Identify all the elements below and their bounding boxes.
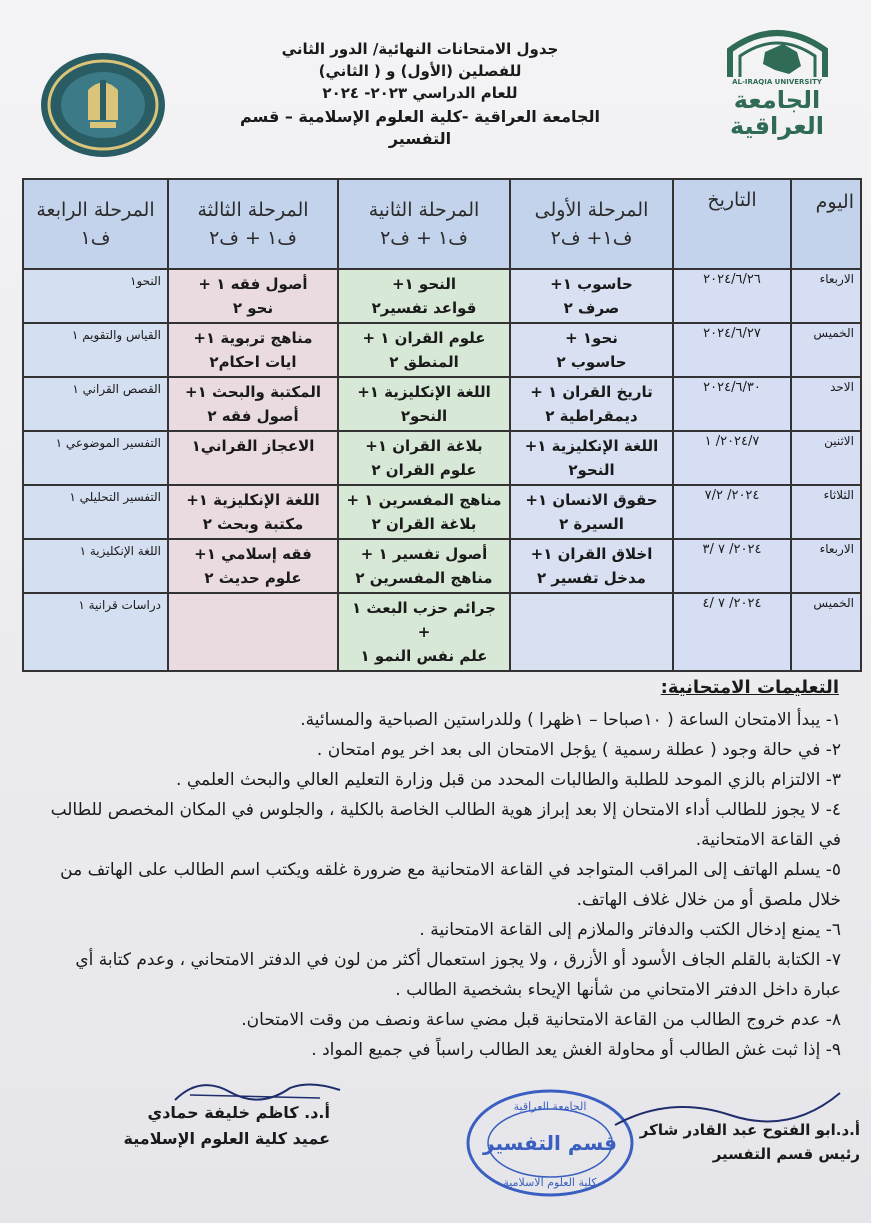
instruction-item: ٢- في حالة وجود ( عطلة رسمية ) يؤجل الامتحان الى بعد اخر يوم امتحان . [316, 740, 841, 760]
instruction-item: ٩- إذا ثبت غش الطالب أو محاولة الغش يعد الطالب راسباً في جميع المواد . [311, 1040, 841, 1060]
cell-stage-3: الاعجاز القراني١ [168, 431, 338, 485]
cell-stage-1: نحو١ + حاسوب ٢ [510, 323, 673, 377]
cell-day: الاربعاء [791, 539, 861, 593]
dean-title: عميد كلية العلوم الإسلامية [123, 1129, 330, 1148]
cell-stage-4: اللغة الإنكليزية ١ [23, 539, 168, 593]
cell-day: الاثنين [791, 431, 861, 485]
cell-stage-1: حقوق الانسان ١+ السيرة ٢ [510, 485, 673, 539]
instruction-item: ٨- عدم خروج الطالب من القاعة الامتحانية قبل مضي ساعة ونصف من وقت الامتحان. [241, 1010, 841, 1030]
cell-day: الاربعاء [791, 269, 861, 323]
cell-day: الثلاثاء [791, 485, 861, 539]
cell-stage-4: القياس والتقويم ١ [23, 323, 168, 377]
cell-stage-4: التفسير الموضوعي ١ [23, 431, 168, 485]
header-line-1: جدول الامتحانات النهائية/ الدور الثاني [281, 40, 559, 58]
cell-date: ٢٠٢٤/ ٧ /٤ [673, 593, 791, 671]
cell-day: الخميس [791, 323, 861, 377]
cell-day: الاحد [791, 377, 861, 431]
header-line-3: للعام الدراسي ٢٠٢٣- ٢٠٢٤ [322, 84, 518, 102]
table-header-row [23, 179, 861, 269]
instruction-item: ٤- لا يجوز للطالب أداء الامتحان إلا بعد إبراز هوية الطالب الخاصة بالكلية ، والجلوس في المكان المخصص للطالب في القاعة الامتحانية. [50, 800, 841, 850]
exam-schedule-table [22, 178, 862, 672]
cell-stage-2: أصول تفسير ١ + مناهج المفسرين ٢ [338, 539, 510, 593]
instruction-item: ٣- الالتزام بالزي الموحد للطلبة والطالبات المحدد من قبل وزارة التعليم العالي والبحث العلمي . [176, 770, 841, 790]
instruction-item: ٥- يسلم الهاتف إلى المراقب المتواجد في القاعة الامتحانية مع ضرورة غلقه ويكتب اسم الطالب على الهاتف من خلال ملصق أو من خلال غلاف الهاتف. [60, 860, 841, 910]
header-stage-2: المرحلة الثانية ف١ + ف٢ [338, 179, 510, 269]
header-date: التاريخ [673, 179, 791, 269]
cell-stage-1 [510, 593, 673, 671]
cell-date: ٢٠٢٤/ ٧ /٣ [673, 539, 791, 593]
cell-stage-1: اللغة الإنكليزية ١+ النحو٢ [510, 431, 673, 485]
table-row [23, 593, 861, 671]
cell-stage-3: اللغة الإنكليزية ١+ مكتبة وبحث ٢ [168, 485, 338, 539]
stamp-top-text: الجامعة العراقية [513, 1100, 587, 1113]
cell-date: ٢٠٢٤/٦/٢٦ [673, 269, 791, 323]
document-header [230, 38, 610, 150]
cell-stage-3: مناهج تربوية ١+ ايات احكام٢ [168, 323, 338, 377]
cell-stage-2: اللغة الإنكليزية ١+ النحو٢ [338, 377, 510, 431]
dean-signature-block [100, 1100, 330, 1152]
cell-date: ٢٠٢٤/٦/٢٧ [673, 323, 791, 377]
instructions-list [40, 705, 841, 1065]
cell-stage-2: بلاغة القران ١+ علوم القران ٢ [338, 431, 510, 485]
header-line-4: الجامعة العراقية -كلية العلوم الإسلامية – قسم التفسير [239, 107, 600, 148]
cell-stage-3 [168, 593, 338, 671]
svg-text:الجامعة: الجامعة [733, 86, 821, 114]
table-row [23, 485, 861, 539]
svg-text:العراقية: العراقية [729, 112, 825, 140]
cell-stage-4: القصص القراني ١ [23, 377, 168, 431]
cell-stage-3: أصول فقه ١ + نحو ٢ [168, 269, 338, 323]
cell-date: ٢٠٢٤/ ٧/٢ [673, 485, 791, 539]
cell-stage-2: علوم القران ١ + المنطق ٢ [338, 323, 510, 377]
cell-stage-4: النحو١ [23, 269, 168, 323]
instruction-item: ١- يبدأ الامتحان الساعة ( ١٠صباحا – ١ظهرا ) وللدراستين الصباحية والمسائية. [300, 710, 841, 730]
exam-instructions [40, 673, 841, 1065]
cell-stage-1: تاريخ القران ١ + ديمقراطية ٢ [510, 377, 673, 431]
table-row [23, 539, 861, 593]
header-stage-4: المرحلة الرابعة ف١ [23, 179, 168, 269]
cell-stage-2: النحو ١+ قواعد تفسير٢ [338, 269, 510, 323]
header-stage-1: المرحلة الأولى ف١+ ف٢ [510, 179, 673, 269]
cell-date: ٢٠٢٤/٧/ ١ [673, 431, 791, 485]
instruction-item: ٧- الكتابة بالقلم الجاف الأسود أو الأزرق ، ولا يجوز استعمال أكثر من لون في الدفتر الامتحاني ، وعدم كتابة أي عبارة داخل الدفتر الامتحاني من شأنها الإيحاء بشخصية الطالب . [75, 950, 841, 1000]
university-logo [705, 22, 850, 142]
cell-stage-1: حاسوب ١+ صرف ٢ [510, 269, 673, 323]
head-signature-block [560, 1118, 860, 1166]
header-stage-3: المرحلة الثالثة ف١ + ف٢ [168, 179, 338, 269]
table-row [23, 431, 861, 485]
head-name: أ.د.ابو الفتوح عبد القادر شاكر [639, 1121, 860, 1139]
table-row [23, 377, 861, 431]
head-title: رئيس قسم التفسير [712, 1145, 860, 1163]
instructions-title: التعليمات الامتحانية: [660, 677, 839, 698]
cell-day: الخميس [791, 593, 861, 671]
cell-date: ٢٠٢٤/٦/٣٠ [673, 377, 791, 431]
cell-stage-4: دراسات قرانية ١ [23, 593, 168, 671]
cell-stage-3: المكتبة والبحث ١+ أصول فقه ٢ [168, 377, 338, 431]
cell-stage-2: جرائم حزب البعث ١ + علم نفس النمو ١ [338, 593, 510, 671]
cell-stage-2: مناهج المفسرين ١ + بلاغة القران ٢ [338, 485, 510, 539]
table-row [23, 269, 861, 323]
cell-stage-4: التفسير التحليلي ١ [23, 485, 168, 539]
stamp-center-text: قسم التفسير [483, 1131, 617, 1155]
svg-text:AL-IRAQIA UNIVERSITY: AL-IRAQIA UNIVERSITY [732, 78, 822, 86]
instruction-item: ٦- يمنع إدخال الكتب والدفاتر والملازم إلى القاعة الامتحانية . [419, 920, 841, 940]
header-day: اليوم [791, 179, 861, 269]
header-line-2: للفصلين (الأول) و ( الثاني) [318, 62, 522, 80]
college-seal-icon [38, 50, 168, 160]
stamp-bottom-text: كلية العلوم الاسلامية [503, 1176, 597, 1189]
table-row [23, 323, 861, 377]
dean-name: أ.د. كاظم خليفة حمادي [147, 1103, 330, 1122]
cell-stage-1: اخلاق القران ١+ مدخل تفسير ٢ [510, 539, 673, 593]
cell-stage-3: فقه إسلامي ١+ علوم حديث ٢ [168, 539, 338, 593]
